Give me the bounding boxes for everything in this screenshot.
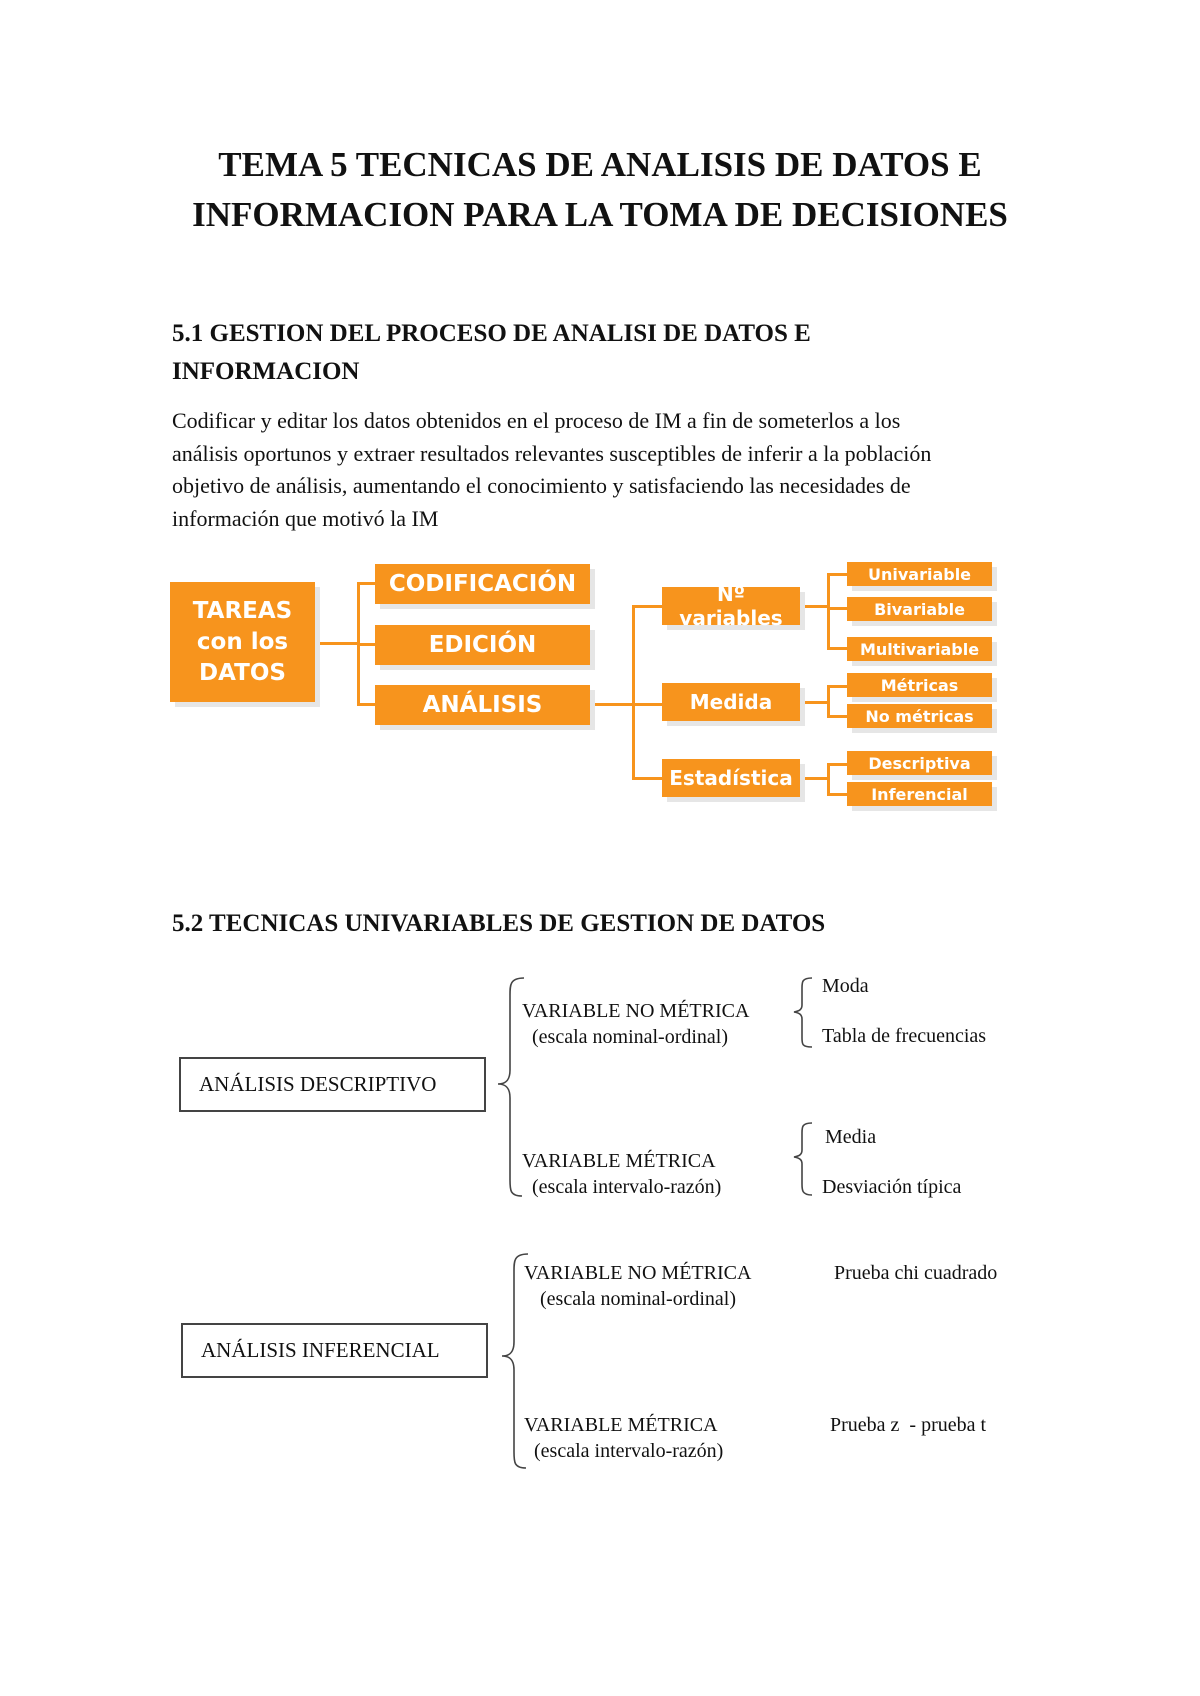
inferential-nonmetric-scale: (escala nominal-ordinal) — [540, 1288, 737, 1310]
tasks-root-line: con los — [196, 628, 289, 655]
group-medida: Medida — [662, 683, 800, 721]
paragraph-line: objetivo de análisis, aumentando el conocimiento y satisfaciendo las necesidades de — [172, 473, 911, 498]
tasks-root-line: DATOS — [199, 659, 286, 686]
descriptive-item-tabla: Tabla de frecuencias — [822, 1025, 987, 1047]
paragraph-line: Codificar y editar los datos obtenidos en el proceso de IM a fin de someterlos a los — [172, 408, 901, 433]
item-multivariable: Multivariable — [847, 637, 992, 661]
item-metricas: Métricas — [847, 673, 992, 697]
descriptive-nonmetric-label: VARIABLE NO MÉTRICA — [522, 1000, 750, 1022]
inferential-metric-scale: (escala intervalo-razón) — [534, 1440, 724, 1462]
inferential-metric-test: Prueba z - prueba t — [830, 1414, 987, 1436]
descriptive-item-moda: Moda — [822, 975, 869, 997]
section-2-heading: 5.2 TECNICAS UNIVARIABLES DE GESTION DE DATOS — [172, 910, 826, 937]
descriptive-item-desviacion: Desviación típica — [822, 1176, 962, 1198]
descriptive-metric-scale: (escala intervalo-razón) — [532, 1176, 722, 1198]
section-1-heading-line-2: INFORMACION — [172, 358, 360, 385]
paragraph-line: información que motivó la IM — [172, 505, 439, 531]
group-n-variables: Nº variables — [662, 587, 800, 625]
task-analisis: ANÁLISIS — [375, 685, 590, 725]
title-line-1: TEMA 5 TECNICAS DE ANALISIS DE DATOS E — [218, 145, 982, 184]
item-inferencial: Inferencial — [847, 782, 992, 806]
descriptive-nonmetric-scale: (escala nominal-ordinal) — [532, 1026, 729, 1048]
descriptive-analysis-box: ANÁLISIS DESCRIPTIVO — [179, 1057, 486, 1112]
inferential-analysis-box: ANÁLISIS INFERENCIAL — [181, 1323, 488, 1378]
task-codificacion: CODIFICACIÓN — [375, 564, 590, 604]
task-edicion: EDICIÓN — [375, 625, 590, 665]
paragraph-line: análisis oportunos y extraer resultados relevantes susceptibles de inferir a la población — [172, 440, 932, 466]
item-no-metricas: No métricas — [847, 704, 992, 728]
inferential-nonmetric-label: VARIABLE NO MÉTRICA — [524, 1262, 752, 1284]
inferential-nonmetric-test: Prueba chi cuadrado — [834, 1262, 998, 1284]
item-univariable: Univariable — [847, 562, 992, 586]
group-estadistica: Estadística — [662, 759, 800, 797]
section-1-heading-line-1: 5.1 GESTION DEL PROCESO DE ANALISI DE DATOS E — [172, 320, 811, 347]
title-line-2: INFORMACION PARA LA TOMA DE DECISIONES — [192, 195, 1008, 234]
tasks-root-line: TAREAS — [192, 597, 293, 624]
item-descriptiva: Descriptiva — [847, 751, 992, 775]
descriptive-metric-label: VARIABLE MÉTRICA — [522, 1150, 716, 1172]
descriptive-item-media: Media — [825, 1126, 877, 1148]
item-bivariable: Bivariable — [847, 597, 992, 621]
inferential-metric-label: VARIABLE MÉTRICA — [524, 1414, 718, 1436]
